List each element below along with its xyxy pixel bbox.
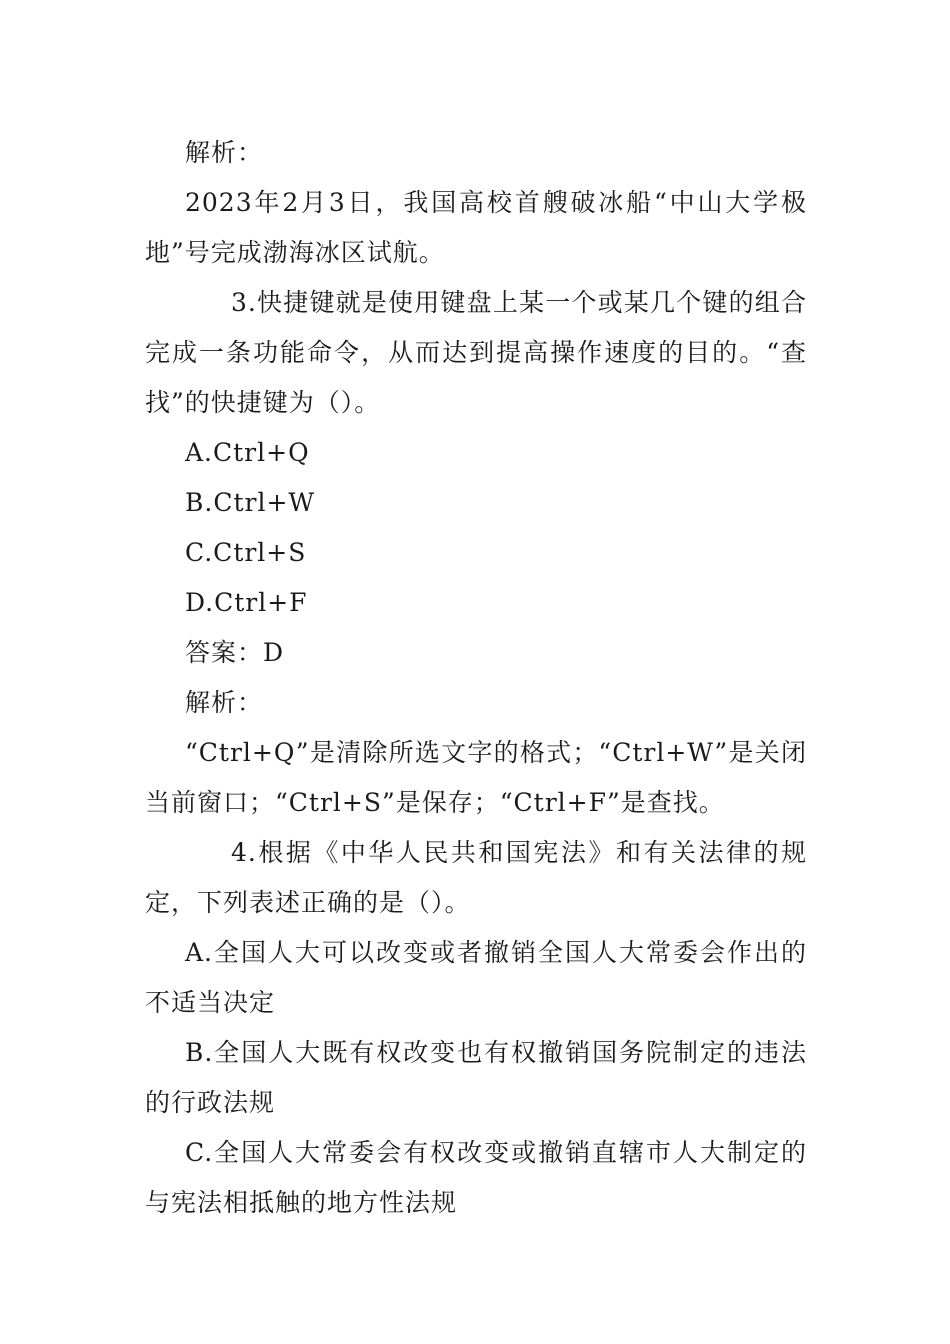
question-3-option-c: C.Ctrl+S — [185, 538, 307, 567]
question-3-option-d: D.Ctrl+F — [185, 588, 308, 617]
analysis-label-1: 解析： — [185, 138, 264, 167]
question-4-option-c: C.全国人大常委会有权改变或撤销直辖市人大制定的与宪法相抵触的地方性法规 — [145, 1138, 807, 1217]
question-4-stem: 4.根据《中华人民共和国宪法》和有关法律的规定，下列表述正确的是（）。 — [145, 838, 807, 917]
analysis-text-q2: 2023年2月3日，我国高校首艘破冰船“中山大学极地”号完成渤海冰区试航。 — [145, 188, 807, 267]
analysis-label-2: 解析： — [185, 688, 264, 717]
document-body — [145, 128, 807, 1228]
question-4-option-b: B.全国人大既有权改变也有权撤销国务院制定的违法的行政法规 — [145, 1038, 807, 1117]
question-3-answer: 答案：D — [185, 638, 285, 667]
analysis-text-q3: “Ctrl+Q”是清除所选文字的格式；“Ctrl+W”是关闭当前窗口；“Ctrl+S”是保存；“Ctrl+F”是查找。 — [145, 738, 807, 817]
question-3-option-a: A.Ctrl+Q — [185, 438, 310, 467]
question-4-option-a: A.全国人大可以改变或者撤销全国人大常委会作出的不适当决定 — [145, 938, 807, 1017]
question-3-stem: 3.快捷键就是使用键盘上某一个或某几个键的组合完成一条功能命令，从而达到提高操作速度的目的。“查找”的快捷键为（）。 — [145, 288, 807, 417]
question-3-option-b: B.Ctrl+W — [185, 488, 316, 517]
